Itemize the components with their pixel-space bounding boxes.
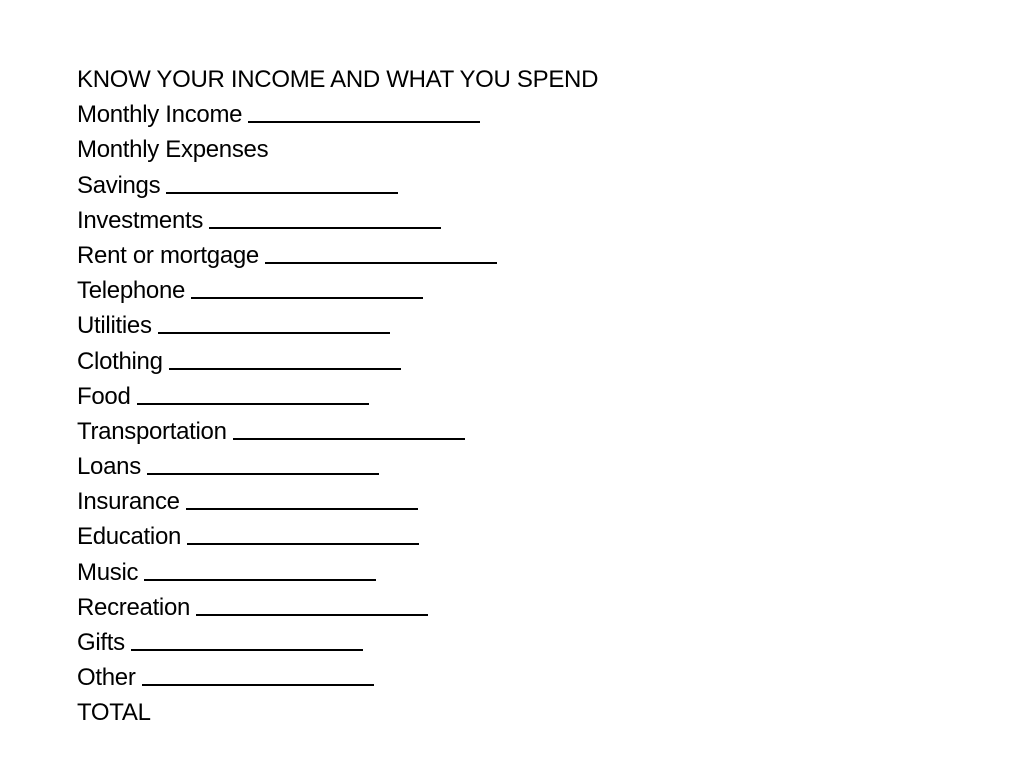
expense-label: Utilities (77, 312, 152, 340)
expense-label: Education (77, 523, 182, 551)
expense-blank (144, 557, 376, 581)
expense-row-insurance (77, 484, 977, 519)
expense-blank (186, 486, 418, 510)
expense-row-transportation (77, 414, 977, 449)
expense-label: Recreation (77, 593, 191, 621)
expense-label: Rent or mortgage (77, 241, 259, 269)
expense-blank (209, 205, 441, 229)
expense-row-recreation (77, 590, 977, 625)
expense-blank (131, 627, 363, 651)
worksheet-heading: KNOW YOUR INCOME AND WHAT YOU SPEND (77, 66, 599, 93)
expense-row-investments (77, 203, 977, 238)
expense-blank (142, 662, 374, 686)
expense-label: Savings (77, 171, 161, 199)
monthly-expenses-row (77, 132, 977, 167)
monthly-expenses-label: Monthly Expenses (77, 136, 269, 164)
expense-row-utilities (77, 308, 977, 343)
expense-label: Transportation (77, 417, 227, 445)
expense-row-rent (77, 238, 977, 273)
expense-blank (196, 592, 428, 616)
expense-row-other (77, 660, 977, 695)
budget-worksheet (77, 62, 977, 731)
expense-blank (265, 240, 497, 264)
monthly-income-label: Monthly Income (77, 101, 243, 129)
monthly-income-row (77, 97, 977, 132)
expense-blank (147, 451, 379, 475)
expense-row-gifts (77, 625, 977, 660)
expense-label: Gifts (77, 629, 125, 656)
monthly-income-blank (248, 99, 480, 123)
expense-label: Investments (77, 206, 204, 234)
expense-label: Food (77, 382, 131, 410)
expense-label: Music (77, 558, 139, 586)
expense-blank (233, 416, 465, 440)
expense-row-savings (77, 168, 977, 203)
expense-label: Loans (77, 453, 141, 481)
expense-label: Clothing (77, 347, 163, 375)
expense-label: Other (77, 664, 136, 692)
expense-blank (166, 170, 398, 194)
expense-blank (191, 275, 423, 299)
expense-blank (169, 346, 401, 370)
total-row (77, 695, 977, 730)
expense-row-clothing (77, 344, 977, 379)
expense-blank (158, 310, 390, 334)
expense-label: Telephone (77, 277, 186, 305)
expense-label: Insurance (77, 488, 180, 516)
expense-row-loans (77, 449, 977, 484)
expense-row-education (77, 519, 977, 554)
total-label: TOTAL (77, 699, 151, 727)
expense-blank (187, 521, 419, 545)
expense-blank (137, 381, 369, 405)
expense-row-music (77, 555, 977, 590)
expense-row-telephone (77, 273, 977, 308)
expense-row-food (77, 379, 977, 414)
